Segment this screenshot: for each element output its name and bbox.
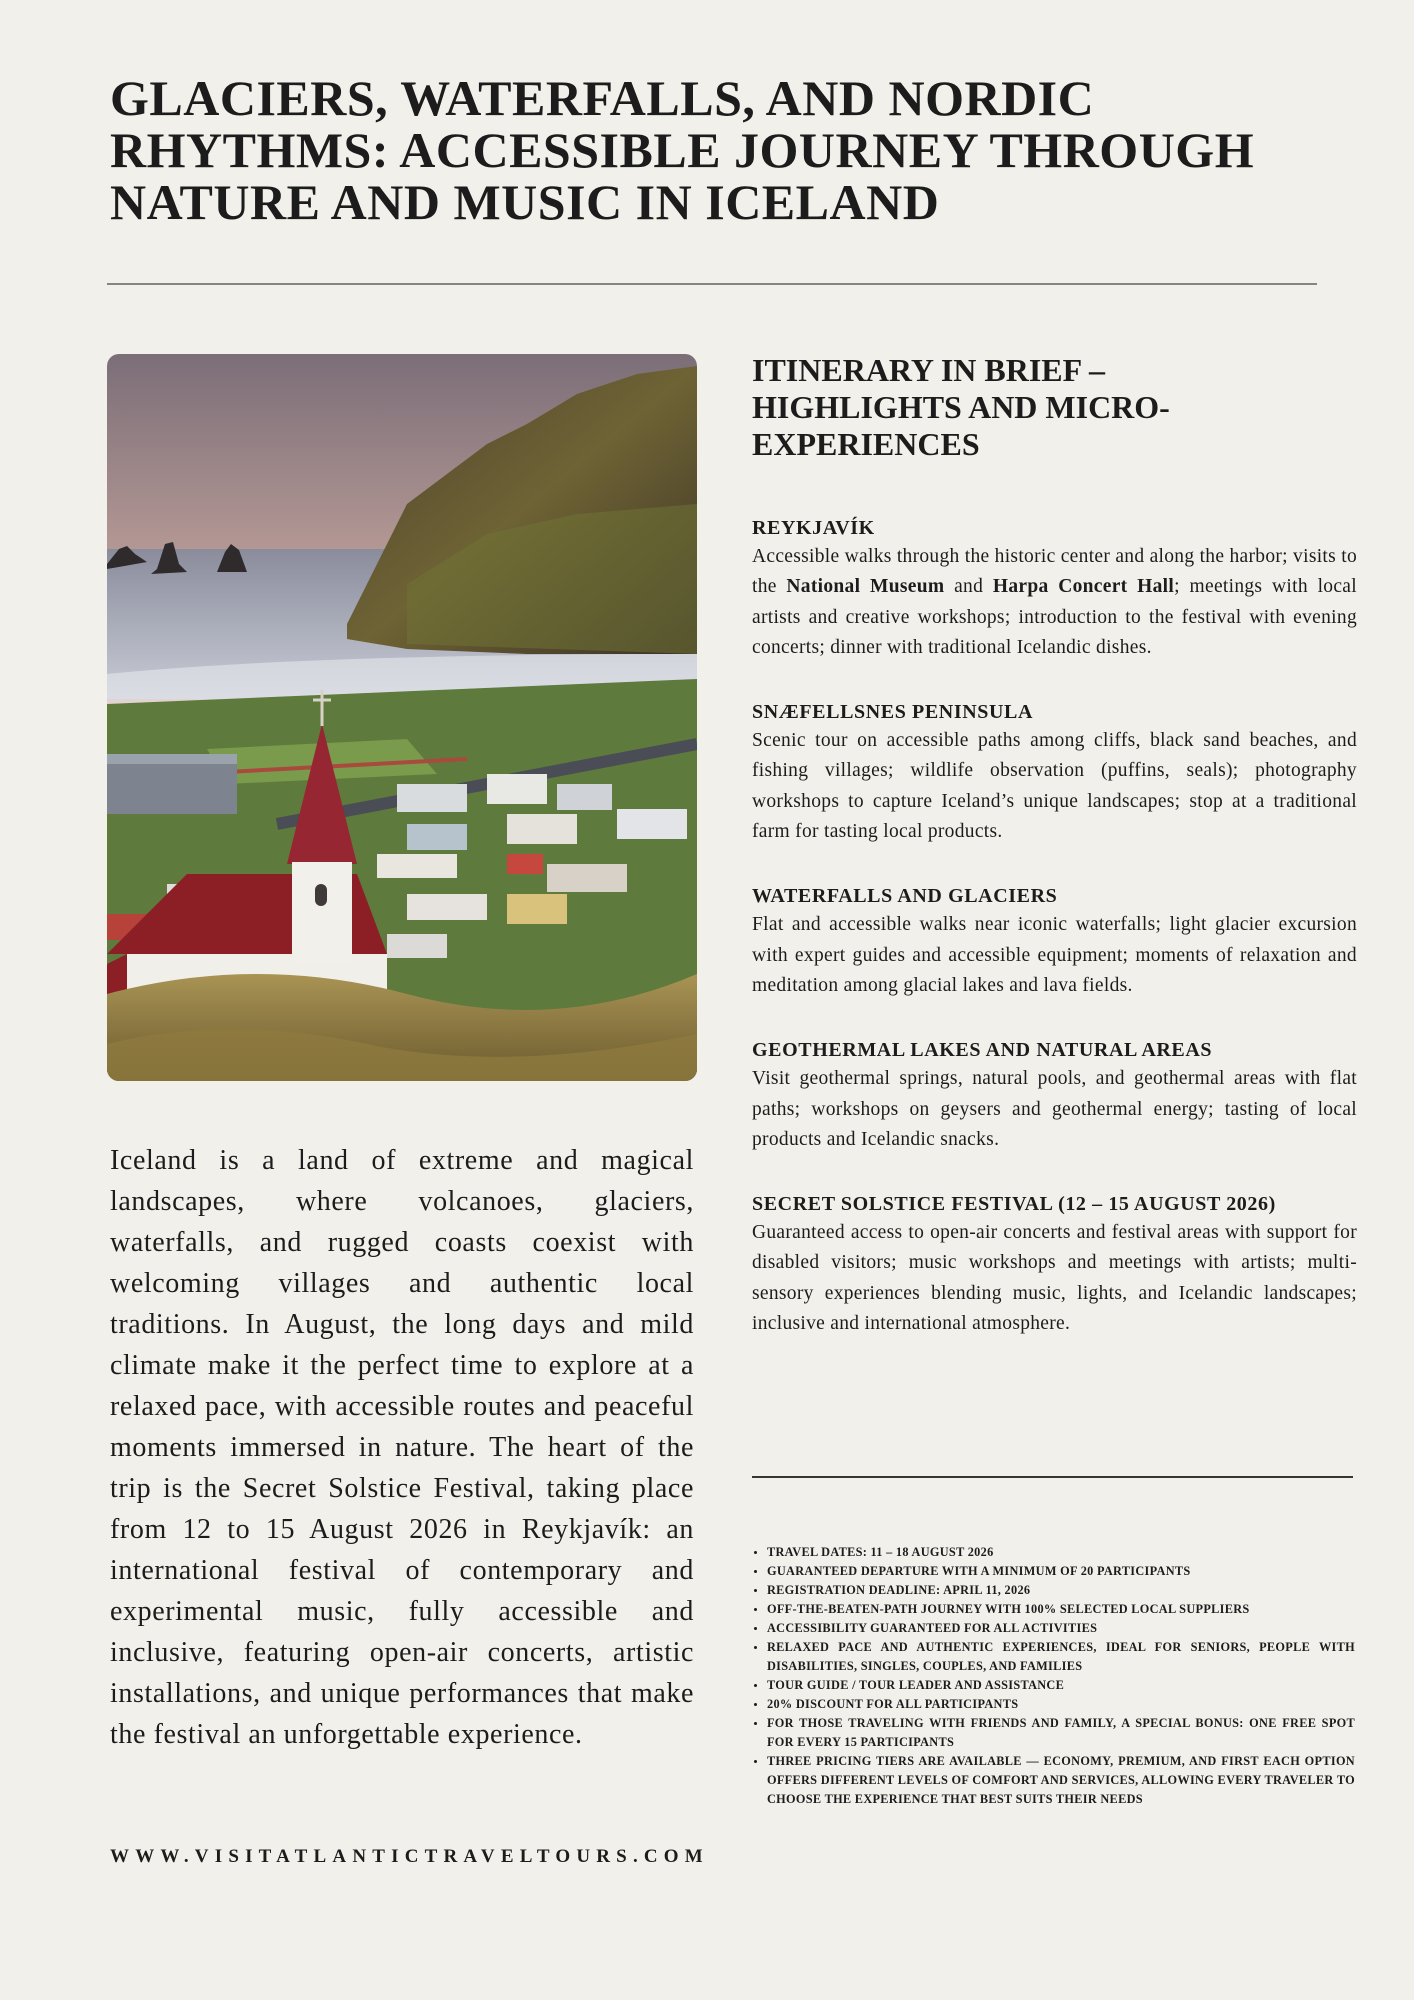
facts-divider xyxy=(752,1476,1353,1478)
fact-item: • OFF-THE-BEATEN-PATH JOURNEY WITH 100% SELECTED LOCAL SUPPLIERS xyxy=(767,1600,1355,1619)
section-title: SECRET SOLSTICE FESTIVAL (12 – 15 AUGUST 2026) xyxy=(752,1193,1276,1216)
intro-paragraph: Iceland is a land of extreme and magical landscapes, where volcanoes, glaciers, waterfalls, and rugged coasts coexist with welcoming villages and authentic local traditions. In August, the long days and mild climate make it the perfect time to explore at a relaxed pace, with accessible routes and peaceful moments immersed in nature. The heart of the trip is the Secret Solstice Festival, taking place from 12 to 15 August 2026 in Reykjavík: an international festival of contemporary and experimental music, fully accessible and inclusive, featuring open-air concerts, artistic installations, and unique performances that make the festival an unforgettable experience. xyxy=(110,1145,694,1750)
section-text: Accessible walks through the historic center and along the harbor; visits to the National Museum and Harpa Concert Hall; meetings with local artists and creative workshops; introduction to the festival with evening concerts; dinner with traditional Icelandic dishes. xyxy=(752,546,1357,658)
section-snaefellsnes xyxy=(752,698,1357,847)
website-link[interactable]: WWW.VISITATLANTICTRAVELTOURS.COM xyxy=(110,1846,709,1867)
section-title: WATERFALLS AND GLACIERS xyxy=(752,885,1058,908)
section-festival xyxy=(752,1190,1357,1339)
title-divider xyxy=(107,283,1317,285)
itinerary-sections xyxy=(752,514,1357,1374)
itinerary-heading: ITINERARY IN BRIEF – HIGHLIGHTS AND MICRO-EXPERIENCES xyxy=(752,352,1170,462)
page-title: GLACIERS, WATERFALLS, AND NORDIC RHYTHMS: ACCESSIBLE JOURNEY THROUGH NATURE AND MUSIC IN ICELAND xyxy=(110,70,1255,230)
section-waterfalls xyxy=(752,882,1357,1001)
fact-item: • 20% DISCOUNT FOR ALL PARTICIPANTS xyxy=(767,1695,1355,1714)
fact-item: • FOR THOSE TRAVELING WITH FRIENDS AND FAMILY, A SPECIAL BONUS: ONE FREE SPOT FOR EVERY 15 PARTICIPANTS xyxy=(767,1714,1355,1752)
section-title: REYKJAVÍK xyxy=(752,517,875,539)
fact-item: • GUARANTEED DEPARTURE WITH A MINIMUM OF 20 PARTICIPANTS xyxy=(767,1562,1355,1581)
section-text: Guaranteed access to open-air concerts and festival areas with support for disabled visitors; music workshops and meetings with artists; multi-sensory experiences blending music, lights, and Icelandic landscapes; inclusive and international atmosphere. xyxy=(752,1222,1357,1335)
trip-facts-list xyxy=(752,1543,1355,1809)
section-title: SNÆFELLSNES PENINSULA xyxy=(752,701,1034,724)
iceland-village-photo xyxy=(107,354,697,1081)
fact-item: • THREE PRICING TIERS ARE AVAILABLE — ECONOMY, PREMIUM, AND FIRST EACH OPTION OFFERS DIFFERENT LEVELS OF COMFORT AND SERVICES, ALLOWING EVERY TRAVELER TO CHOOSE THE EXPERIENCE THAT BEST SUITS THEIR NEEDS xyxy=(767,1752,1355,1809)
section-text: Visit geothermal springs, natural pools, and geothermal areas with flat paths; workshops on geysers and geothermal energy; tasting of local products and Icelandic snacks. xyxy=(752,1068,1357,1150)
section-text: Flat and accessible walks near iconic waterfalls; light glacier excursion with expert guides and accessible equipment; moments of relaxation and meditation among glacial lakes and lava fields. xyxy=(752,914,1357,996)
fact-item: • TOUR GUIDE / TOUR LEADER AND ASSISTANCE xyxy=(767,1676,1355,1695)
fact-item: • REGISTRATION DEADLINE: APRIL 11, 2026 xyxy=(767,1581,1355,1600)
fact-item: • TRAVEL DATES: 11 – 18 AUGUST 2026 xyxy=(767,1543,1355,1562)
section-geothermal xyxy=(752,1036,1357,1155)
fact-item: • RELAXED PACE AND AUTHENTIC EXPERIENCES, IDEAL FOR SENIORS, PEOPLE WITH DISABILITIES, SINGLES, COUPLES, AND FAMILIES xyxy=(767,1638,1355,1676)
fact-item: • ACCESSIBILITY GUARANTEED FOR ALL ACTIVITIES xyxy=(767,1619,1355,1638)
section-reykjavik xyxy=(752,514,1357,663)
section-title: GEOTHERMAL LAKES AND NATURAL AREAS xyxy=(752,1039,1213,1062)
section-text: Scenic tour on accessible paths among cliffs, black sand beaches, and fishing villages; wildlife observation (puffins, seals); photography workshops to capture Iceland’s unique landscapes; stop at a traditional farm for tasting local products. xyxy=(752,730,1357,843)
